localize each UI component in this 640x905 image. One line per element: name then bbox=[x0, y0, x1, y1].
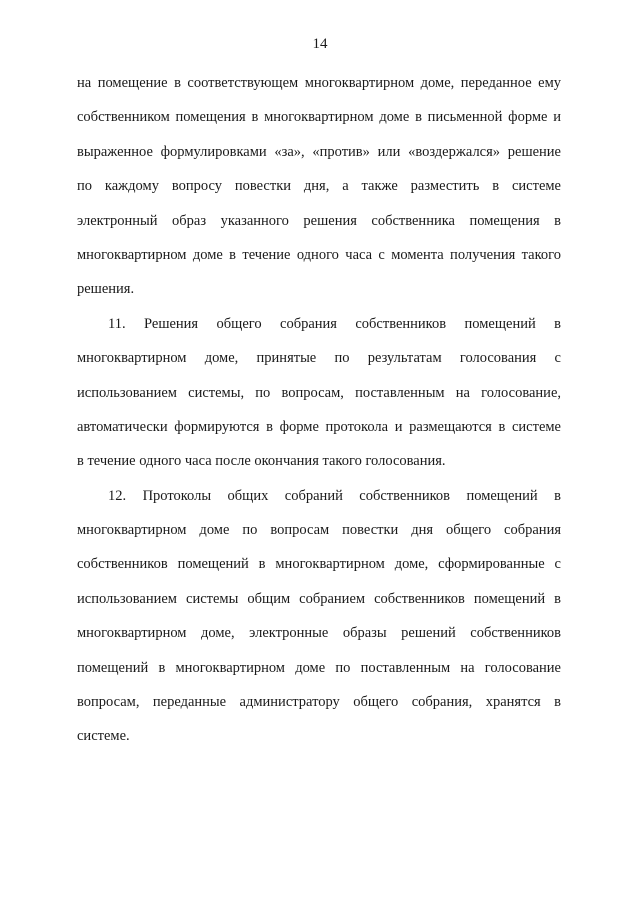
text-line: использованием системы, по вопросам, поставленным на голосование, bbox=[77, 384, 561, 401]
text-line: выраженное формулировками «за», «против» или «воздержался» решение bbox=[77, 143, 561, 160]
page-number: 14 bbox=[312, 36, 328, 52]
text-line: многоквартирном доме в течение одного часа с момента получения такого bbox=[77, 246, 561, 263]
paragraph-11 bbox=[77, 307, 561, 479]
text-line: 11. Решения общего собрания собственников помещений в bbox=[108, 315, 561, 332]
text-line: решения. bbox=[77, 281, 135, 298]
text-line: вопросам, переданные администратору общего собрания, хранятся в bbox=[77, 694, 561, 711]
text-line: в течение одного часа после окончания такого голосования. bbox=[77, 453, 446, 470]
text-line: электронный образ указанного решения собственника помещения в bbox=[77, 212, 561, 229]
text-line: на помещение в соответствующем многоквартирном доме, переданное ему bbox=[77, 75, 561, 91]
text-line: системе. bbox=[77, 728, 130, 745]
document-body bbox=[77, 66, 561, 754]
text-line: многоквартирном доме по вопросам повестки дня общего собрания bbox=[77, 522, 561, 539]
text-line: помещений в многоквартирном доме по поставленным на голосование bbox=[77, 659, 561, 676]
text-line: собственников помещений в многоквартирном доме, сформированные с bbox=[77, 556, 561, 573]
text-line: многоквартирном доме, электронные образы решений собственников bbox=[77, 625, 561, 642]
text-line: по каждому вопросу повестки дня, а также разместить в системе bbox=[77, 178, 561, 195]
text-line: собственником помещения в многоквартирном доме в письменной форме и bbox=[77, 109, 561, 126]
text-line: 12. Протоколы общих собраний собственников помещений в bbox=[108, 487, 561, 504]
text-line: многоквартирном доме, принятые по результатам голосования с bbox=[77, 350, 561, 367]
text-line: автоматически формируются в форме протокола и размещаются в системе bbox=[77, 418, 561, 435]
paragraph-12 bbox=[77, 479, 561, 754]
text-line: использованием системы общим собранием собственников помещений в bbox=[77, 590, 561, 607]
paragraph-continuation bbox=[77, 66, 561, 307]
